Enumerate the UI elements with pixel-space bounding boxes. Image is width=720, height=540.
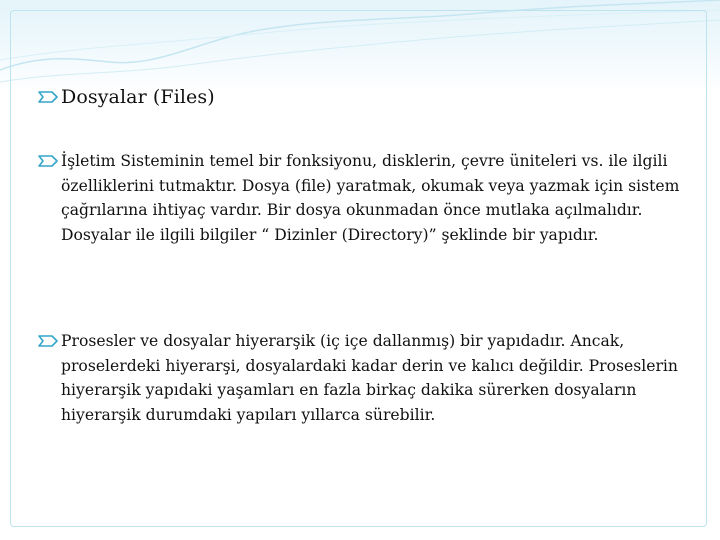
bullet-item <box>37 329 697 427</box>
bullet-text: İşletim Sisteminin temel bir fonksiyonu, disklerin, çevre üniteleri vs. ile ilgili özelliklerini tutmaktır. Dosya (file) yaratmak, okumak veya yazmak için sistem çağrılarına ihtiyaç vardır. Bir dosya okunmadan önce mutlaka açılmalıdır. Dosyalar ile ilgili bilgiler “ Dizinler (Directory)” şeklinde bir yapıdır. <box>61 152 680 244</box>
ribbon-bullet-icon <box>37 333 61 349</box>
ribbon-bullet-icon <box>37 153 61 169</box>
slide-title: Dosyalar (Files) <box>61 86 215 108</box>
slide-title-row <box>37 86 215 108</box>
bullet-text: Prosesler ve dosyalar hiyerarşik (iç içe dallanmış) bir yapıdadır. Ancak, proselerdeki hiyerarşi, dosyalardaki kadar derin ve kalıcı değildir. Proseslerin hiyerarşik yapıdaki yaşamları en fazla birkaç dakika sürerken dosyaların hiyerarşik durumdaki yapıları yıllarca sürebilir. <box>61 332 678 424</box>
ribbon-bullet-icon <box>37 89 61 105</box>
bullet-item <box>37 149 697 247</box>
